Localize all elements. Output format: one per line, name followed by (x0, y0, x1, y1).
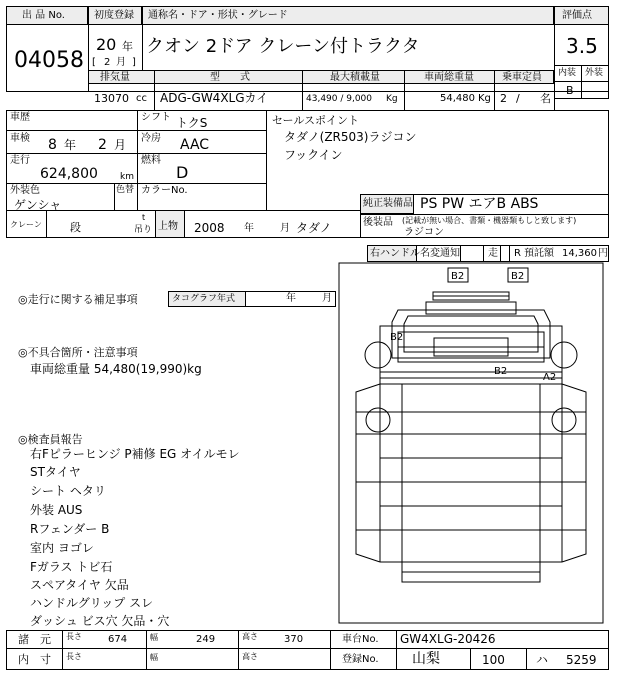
plate-class: 100 (482, 653, 505, 667)
footer-frame (6, 630, 609, 670)
sales-point-line-2: フックイン (284, 148, 343, 162)
capacity-sep: / (516, 92, 520, 105)
gross-weight-unit: Kg (478, 93, 491, 104)
height-label: 高さ (242, 632, 258, 641)
first-reg-label: 初度登録 (94, 10, 134, 21)
crane-label: クレーン (10, 220, 42, 229)
interior-grade: B (566, 84, 574, 97)
crane-lift-unit: 吊り (134, 225, 153, 235)
tacho-year-unit: 年 (286, 293, 296, 304)
color-no-label: 色替 (116, 185, 135, 195)
crane-stage-unit: 段 (70, 221, 81, 234)
first-reg-year: 20 (96, 35, 117, 54)
chassis: GW4XLG-20426 (400, 632, 496, 646)
plate-region: 山梨 (412, 651, 440, 667)
displacement-unit: cc (136, 93, 147, 104)
capacity-label: 乗車定員 (502, 72, 542, 83)
inspector-line-9: ハンドルグリップ スレ (30, 596, 154, 610)
color-code-label: カラーNo. (141, 185, 188, 196)
score: 3.5 (566, 34, 598, 58)
shift-label: シフト (141, 112, 171, 123)
estimate-label: 預託額 (524, 248, 554, 259)
capacity: 2 (500, 92, 507, 105)
ext-color-label: 外装色 (10, 185, 40, 196)
inspector-line-6: 室内 ヨゴレ (30, 541, 94, 555)
interior-label: 内装 (558, 68, 577, 78)
cab-front (380, 326, 562, 372)
max-load-unit: Kg (386, 94, 398, 104)
diagram-mark-2: B2 (511, 271, 525, 282)
std-equip-label: 純正装備品 (363, 198, 413, 209)
specs-label-row (88, 70, 554, 84)
sales-point-line-1: タダノ(ZR503)ラジコン (284, 130, 417, 144)
defects-label: ◎不具合箇所・注意事項 (18, 346, 138, 359)
body-maker: タダノ (296, 221, 332, 235)
model-code-label: 型 式 (210, 72, 250, 83)
chassis-label: 車台No. (342, 634, 379, 645)
inspection-month: 2 (98, 137, 107, 153)
inspector-line-8: スペアタイヤ 欠品 (30, 578, 129, 592)
width-label: 幅 (150, 633, 158, 642)
mileage: 624,800 (40, 166, 98, 182)
inspection-month-unit: 月 (114, 138, 127, 152)
displacement: 13070 (94, 92, 129, 105)
inspector-line-1: 右Fピラーヒンジ P補修 EG オイルモレ (30, 447, 240, 461)
diagram-mark-5: A2 (543, 372, 557, 383)
fuel-label: 燃料 (141, 155, 161, 166)
sales-point-label: セールスポイント (272, 114, 360, 127)
body-label: 上物 (158, 221, 178, 232)
wheel-front-right (551, 342, 577, 368)
mileage-label: 走行 (10, 155, 30, 166)
score-label: 評価点 (562, 10, 592, 21)
tacho-label: タコグラフ年式 (172, 294, 236, 304)
max-load-label: 最大積載量 (330, 72, 380, 83)
length: 674 (108, 634, 128, 645)
displacement-label: 排気量 (100, 72, 130, 83)
tacho-month-unit: 月 (322, 293, 332, 304)
aftermarket-note: (記載が無い場合、書類・機器類もしと致します) (402, 216, 577, 225)
inspection-year: 8 (48, 137, 57, 153)
diagram-mark-3: B2 (390, 332, 404, 343)
dims-label: 諸 元 (18, 633, 51, 646)
mileage-unit: km (120, 172, 134, 182)
inspector-line-5: Rフェンダー B (30, 522, 110, 536)
name-change-box (460, 245, 484, 262)
gross-weight: 54,480 (440, 93, 475, 104)
fuel: D (176, 163, 189, 182)
height: 370 (284, 634, 304, 645)
travel-label: ◎走行に関する補足事項 (18, 293, 138, 306)
plate-label: 登録No. (342, 654, 379, 665)
inspector-line-3: シート ヘタリ (30, 484, 106, 498)
odo-type: R (514, 248, 521, 259)
model-name-label: 通称名・ドア・形状・グレード (148, 10, 288, 21)
aircon: AAC (180, 137, 210, 153)
model-name: クオン 2ドア クレーン付トラクタ (146, 36, 420, 57)
gross-weight-label: 車両総重量 (424, 72, 474, 83)
estimate-unit: 円 (598, 248, 608, 259)
diagram-mark-4: B2 (494, 366, 508, 377)
vehicle-damage-diagram (338, 262, 604, 624)
max-load: 43,490 / 9,000 (306, 94, 373, 104)
body-year-unit: 年 (244, 223, 254, 234)
inspector-label: ◎検査員報告 (18, 433, 83, 446)
history-label: 車歴 (10, 112, 30, 123)
plate-number: 5259 (566, 653, 597, 667)
first-reg-month: 2 (104, 57, 111, 68)
first-reg-month-unit: 月 (116, 57, 126, 68)
std-equip: PS PW エアB ABS (420, 196, 539, 212)
model-code: ADG-GW4XLGカイ (160, 91, 269, 105)
aftermarket-label: 後装品 (363, 217, 393, 228)
odo-label: 走 (488, 248, 498, 259)
width: 249 (196, 634, 216, 645)
first-reg-year-unit: 年 (122, 40, 133, 53)
inspection-label: 車検 (10, 133, 30, 144)
diagram-mark-1: B2 (451, 271, 465, 282)
ext-color: ゲンシャ (14, 198, 62, 212)
shift: トクS (176, 116, 208, 130)
listing-no: 04058 (14, 48, 84, 73)
length-label: 長さ (66, 632, 82, 641)
steering: 右ハンドル (370, 248, 420, 259)
diagram-border (339, 263, 603, 623)
inspector-line-10: ダッシュ ビス穴 欠品・穴 (30, 614, 170, 628)
inspector-line-7: Fガラス トビ石 (30, 560, 113, 574)
listing-no-label: 出 品 No. (22, 10, 65, 21)
inspector-line-2: STタイヤ (30, 465, 81, 479)
exterior-label: 外装 (585, 68, 604, 78)
wheel-front-left (365, 342, 391, 368)
plate-kana: ハ (536, 653, 549, 667)
aircon-label: 冷房 (141, 133, 161, 144)
capacity-unit: 名 (540, 92, 551, 105)
name-change-label: 名変通知 (420, 248, 460, 259)
body-year: 2008 (194, 221, 225, 235)
crane-ton-unit: t (142, 213, 146, 222)
body-month-unit: 月 (280, 223, 290, 234)
inspection-year-unit: 年 (64, 138, 77, 152)
defects-text: 車両総重量 54,480(19,990)kg (30, 362, 202, 376)
inspector-line-4: 外装 AUS (30, 503, 83, 517)
aftermarket: ラジコン (404, 227, 444, 238)
estimate: 14,360 (562, 248, 597, 259)
inner-label: 内 寸 (18, 653, 51, 666)
